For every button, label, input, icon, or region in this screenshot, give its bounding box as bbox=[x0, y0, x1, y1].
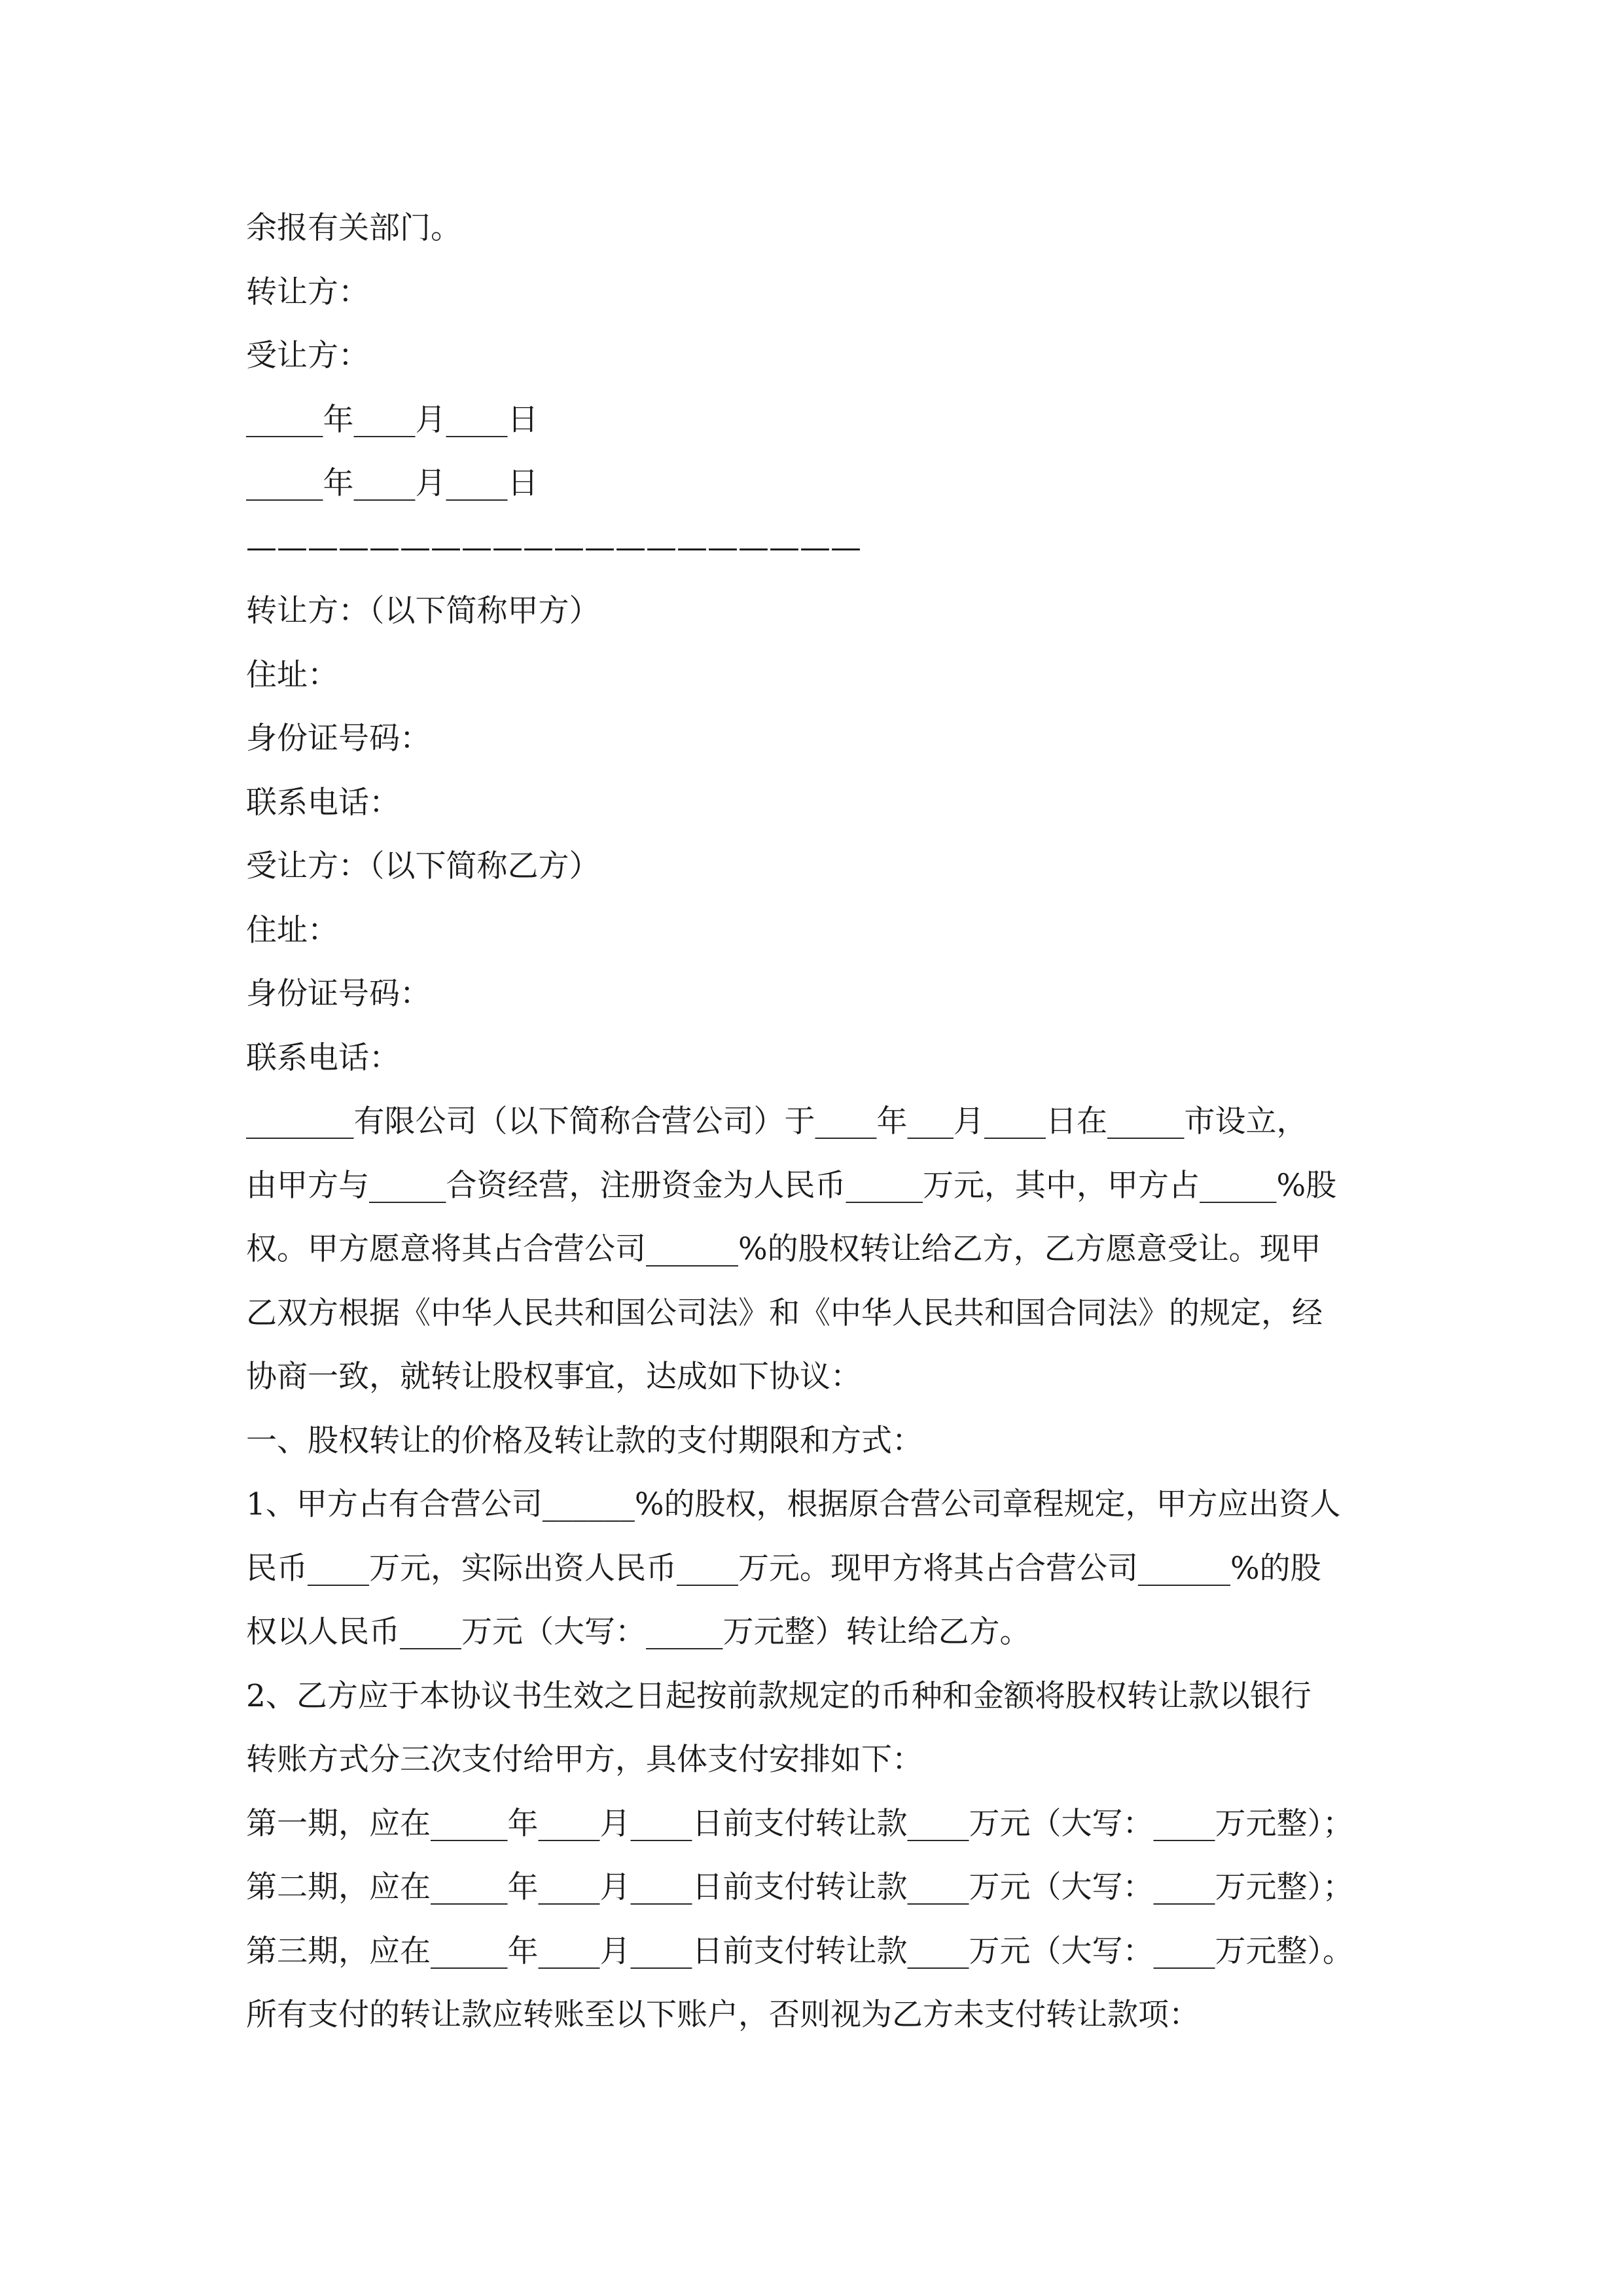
payment-installment-1: 第一期，应在_____年____月____日前支付转让款____万元（大写：____万元整）； bbox=[246, 1805, 1353, 1842]
clause-line: 民币____万元，实际出资人民币____万元。现甲方将其占合营公司______%的股 bbox=[246, 1550, 1321, 1587]
clause-line: 转账方式分三次支付给甲方，具体支付安排如下： bbox=[246, 1742, 923, 1778]
party-a-heading: 转让方：（以下简称甲方） bbox=[246, 593, 600, 629]
party-b-address: 住址： bbox=[246, 912, 338, 948]
payment-account-note: 所有支付的转让款应转账至以下账户，否则视为乙方未支付转让款项： bbox=[246, 1997, 1200, 2033]
preamble-line: 由甲方与_____合资经营，注册资金为人民币_____万元，其中，甲方占_____%股 bbox=[246, 1167, 1337, 1204]
preamble-line: 协商一致，就转让股权事宜，达成如下协议： bbox=[246, 1359, 861, 1395]
payment-installment-2: 第二期，应在_____年____月____日前支付转让款____万元（大写：____万元整）； bbox=[246, 1869, 1353, 1905]
clause-line: 2、乙方应于本协议书生效之日起按前款规定的币种和金额将股权转让款以银行 bbox=[246, 1677, 1311, 1714]
clause-line: 1、甲方占有合营公司______%的股权，根据原合营公司章程规定，甲方应出资人 bbox=[246, 1486, 1341, 1522]
clause-heading: 一、股权转让的价格及转让款的支付期限和方式： bbox=[246, 1422, 923, 1459]
party-b-id-number: 身份证号码： bbox=[246, 976, 431, 1012]
section-divider: ———————————————————— bbox=[246, 529, 861, 565]
date-line: _____年____月____日 bbox=[246, 401, 539, 438]
document-body bbox=[246, 196, 1411, 2047]
party-b-phone: 联系电话： bbox=[246, 1039, 400, 1076]
text-line: 余报有关部门。 bbox=[246, 210, 461, 246]
party-a-address: 住址： bbox=[246, 656, 338, 693]
party-a-phone: 联系电话： bbox=[246, 784, 400, 821]
payment-installment-3: 第三期，应在_____年____月____日前支付转让款____万元（大写：____万元整）。 bbox=[246, 1933, 1353, 1969]
preamble-line: 权。甲方愿意将其占合营公司______%的股权转让给乙方，乙方愿意受让。现甲 bbox=[246, 1231, 1321, 1267]
clause-line: 权以人民币____万元（大写：_____万元整）转让给乙方。 bbox=[246, 1614, 1031, 1650]
transferor-signature-label: 转让方： bbox=[246, 274, 369, 310]
preamble-line: _______有限公司（以下简称合营公司）于____年___月____日在_____市设立， bbox=[246, 1103, 1308, 1139]
transferee-signature-label: 受让方： bbox=[246, 338, 369, 374]
date-line: _____年____月____日 bbox=[246, 465, 539, 501]
preamble-line: 乙双方根据《中华人民共和国公司法》和《中华人民共和国合同法》的规定，经 bbox=[246, 1295, 1323, 1331]
party-b-heading: 受让方：（以下简称乙方） bbox=[246, 848, 600, 884]
party-a-id-number: 身份证号码： bbox=[246, 721, 431, 757]
